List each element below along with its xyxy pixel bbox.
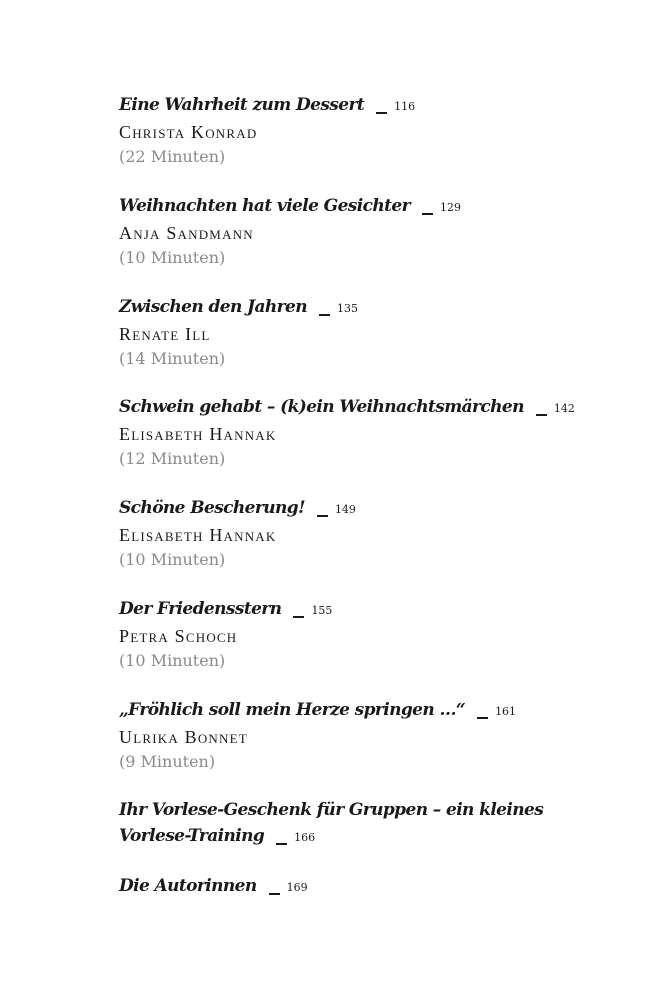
entry-author: Renate Ill xyxy=(119,324,211,344)
entry-author: Elisabeth Hannak xyxy=(119,424,277,444)
page-number: 129 xyxy=(439,201,461,214)
page-number: 155 xyxy=(311,604,333,617)
toc-entry xyxy=(119,697,516,775)
entry-author: Anja Sandmann xyxy=(119,223,254,243)
entry-duration: (10 Minuten) xyxy=(119,248,226,267)
entry-title: Weihnachten hat viele Gesichter xyxy=(119,196,410,216)
entry-author: Petra Schoch xyxy=(119,626,238,646)
page-number: 149 xyxy=(334,503,356,516)
entry-duration: (14 Minuten) xyxy=(119,349,226,368)
entry-title: Vorlese-Training xyxy=(119,826,265,846)
dash-separator xyxy=(477,717,488,719)
toc-entry xyxy=(119,193,461,271)
entry-duration: (10 Minuten) xyxy=(119,550,226,569)
entry-author: Christa Konrad xyxy=(119,122,258,142)
page-number: 135 xyxy=(337,302,359,315)
entry-title-line xyxy=(119,92,415,120)
entry-title: Die Autorinnen xyxy=(119,876,257,896)
page-number: 169 xyxy=(286,881,308,894)
dash-separator xyxy=(293,616,304,618)
entry-title-line xyxy=(119,294,358,322)
entry-title-line xyxy=(119,873,308,901)
entry-duration: (9 Minuten) xyxy=(119,752,216,771)
entry-title-line xyxy=(119,797,543,823)
page-number: 166 xyxy=(294,831,316,844)
entry-title: Der Friedensstern xyxy=(119,599,282,619)
toc-entry xyxy=(119,394,575,472)
entry-title-line xyxy=(119,495,356,523)
entry-title: Zwischen den Jahren xyxy=(119,297,308,317)
dash-separator xyxy=(319,314,330,316)
toc-entry xyxy=(119,596,332,674)
entry-title: „Fröhlich soll mein Herze springen …“ xyxy=(119,700,466,720)
dash-separator xyxy=(536,414,547,416)
entry-title: Schöne Bescherung! xyxy=(119,498,305,518)
entry-duration: (22 Minuten) xyxy=(119,147,226,166)
dash-separator xyxy=(269,893,280,895)
toc-entry xyxy=(119,294,358,372)
page-number: 142 xyxy=(553,402,575,415)
dash-separator xyxy=(276,843,287,845)
entry-title: Schwein gehabt – (k)ein Weihnachtsmärchen xyxy=(119,397,524,417)
toc-entry xyxy=(119,873,308,901)
entry-duration: (10 Minuten) xyxy=(119,651,226,670)
entry-title-line xyxy=(119,823,543,851)
page-number: 116 xyxy=(394,100,416,113)
entry-title-line xyxy=(119,697,516,725)
entry-title-line xyxy=(119,596,332,624)
toc-entry xyxy=(119,495,356,573)
dash-separator xyxy=(317,515,328,517)
entry-duration: (12 Minuten) xyxy=(119,449,226,468)
page-number: 161 xyxy=(495,705,517,718)
entry-title: Ihr Vorlese-Geschenk für Gruppen – ein kleines xyxy=(119,800,544,820)
toc-entry xyxy=(119,92,415,170)
entry-author: Ulrika Bonnet xyxy=(119,727,248,747)
dash-separator xyxy=(376,112,387,114)
entry-author: Elisabeth Hannak xyxy=(119,525,277,545)
dash-separator xyxy=(422,213,433,215)
entry-title-line xyxy=(119,193,461,221)
entry-title-line xyxy=(119,394,575,422)
toc-entry xyxy=(119,797,543,851)
entry-title: Eine Wahrheit zum Dessert xyxy=(119,95,365,115)
